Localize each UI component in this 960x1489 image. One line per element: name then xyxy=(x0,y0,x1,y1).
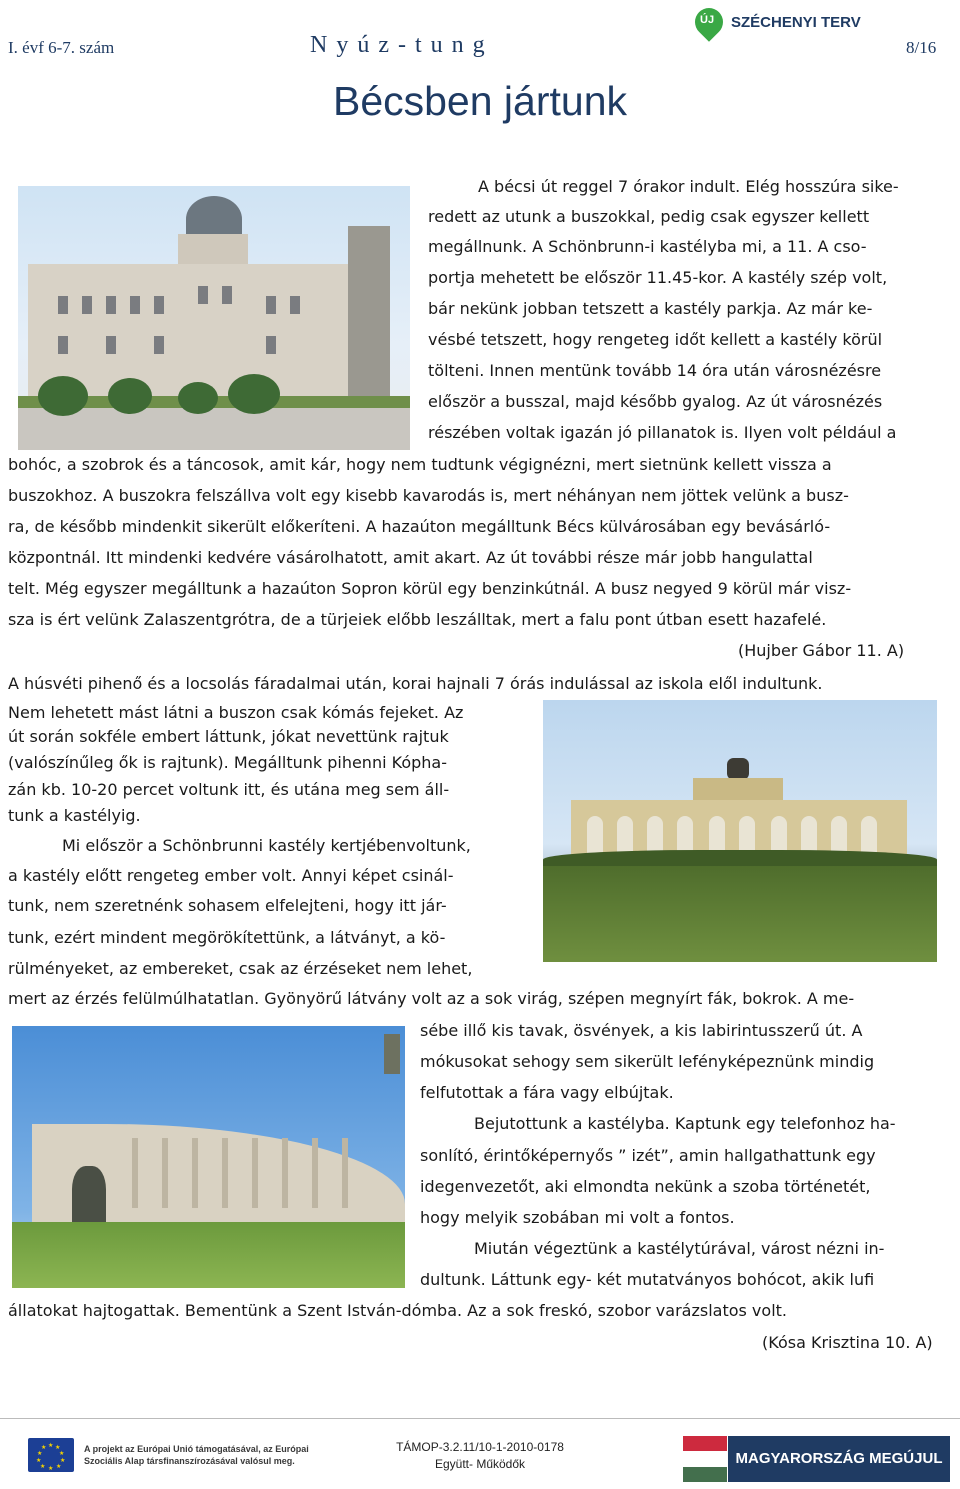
eu-funding-note: A projekt az Európai Unió támogatásával, az Európai Szociális Alap társfinanszírozásával valósul meg. xyxy=(84,1444,309,1466)
article2-line: A húsvéti pihenő és a locsolás fáradalmai után, korai hajnali 7 órás indulással az iskola elől indultunk. xyxy=(8,674,823,693)
magazine-name: Nyúz-tung xyxy=(310,32,494,58)
article1-line: vésbé tetszett, hogy rengeteg időt kellett a kastély körül xyxy=(428,330,883,349)
article1-line: bár nekünk jobban tetszett a kastély parkja. Az már ke- xyxy=(428,299,873,318)
article2-line: Mi először a Schönbrunni kastély kertjébenvoltunk, xyxy=(62,836,471,855)
article1-line: sza is ért velünk Zalaszentgrótra, de a türjeiek előbb leszálltak, mert a falu pont útban esett hazafelé. xyxy=(8,610,827,629)
article2-line: tunk, nem szeretnénk sohasem elfelejteni, hogy itt jár- xyxy=(8,896,447,915)
szechenyi-terv-logo xyxy=(695,8,861,50)
article2-line: idegenvezetőt, aki elmondta nekünk a szoba történetét, xyxy=(420,1177,871,1196)
article2-line: Bejutottunk a kastélyba. Kaptunk egy telefonhoz ha- xyxy=(474,1114,896,1133)
article2-line: rülményeket, az embereket, csak az érzéseket nem lehet, xyxy=(8,959,473,978)
article1-line: először a busszal, majd később gyalog. Az út városnézés xyxy=(428,392,883,411)
article1-author: (Hujber Gábor 11. A) xyxy=(738,641,905,660)
article1-line: telt. Még egyszer megálltunk a hazaúton Sopron körül egy benzinkútnál. A busz negyed 9 körül már visz- xyxy=(8,579,852,598)
footer-divider xyxy=(0,1418,960,1419)
photo-hofburg xyxy=(12,1026,405,1288)
article2-line: zán kb. 10-20 percet voltunk itt, és utána meg sem áll- xyxy=(8,780,450,799)
article2-line: tunk a kastélyig. xyxy=(8,806,141,825)
article2-line: sébe illő kis tavak, ösvények, a kis labirintusszerű út. A xyxy=(420,1021,863,1040)
article2-line: mókusokat sehogy sem sikerült lefényképeznünk mindig xyxy=(420,1052,875,1071)
article2-line: mert az érzés felülmúlhatatlan. Gyönyörű látvány volt az a sok virág, szépen megnyírt fák, bokrok. A me- xyxy=(8,989,855,1008)
article1-line: redett az utunk a buszokkal, pedig csak egyszer kellett xyxy=(428,207,870,226)
eu-flag-icon: ★ ★ ★ ★ ★ ★ ★ ★ ★ ★ xyxy=(28,1438,74,1472)
page-number: 8/16 xyxy=(906,38,937,57)
hungarian-flag-icon xyxy=(683,1436,727,1482)
article1-line: A bécsi út reggel 7 órakor indult. Elég hosszúra sike- xyxy=(478,177,899,196)
article1-line: tölteni. Innen mentünk tovább 14 óra után városnézésre xyxy=(428,361,882,380)
article1-line: bohóc, a szobrok és a táncosok, amit kár, hogy nem tudtunk végignézni, mert sietnünk kellett vissza a xyxy=(8,455,832,474)
article1-line: ra, de később mindenkit sikerült előkeríteni. A hazaúton megálltunk Bécs külvárosában egy bevásárló- xyxy=(8,517,831,536)
magyarorszag-megujul-banner: MAGYARORSZÁG MEGÚJUL xyxy=(728,1436,950,1482)
article1-line: központnál. Itt mindenki kedvére vásárolhatott, amit akart. Az út további része már jobb hangulattal xyxy=(8,548,813,567)
article1-line: részében voltak igazán jó pillanatok is. Ilyen volt például a xyxy=(428,423,897,442)
page-title: Bécsben jártunk xyxy=(332,78,627,124)
article1-line: megállnunk. A Schönbrunn-i kastélyba mi, a 11. A cso- xyxy=(428,237,867,256)
article2-line: (valószínűleg ők is rajtunk). Megálltunk pihenni Kópha- xyxy=(8,753,447,772)
article2-line: sonlító, érintőképernyős ” izét”, amin hallgathattunk egy xyxy=(420,1146,876,1165)
article2-line: Miután végeztünk a kastélytúrával, várost nézni in- xyxy=(474,1239,885,1258)
issue-label: I. évf 6-7. szám xyxy=(8,38,115,57)
article2-line: út során sokféle embert láttunk, jókat nevettünk rajtuk xyxy=(8,727,449,746)
article2-author: (Kósa Krisztina 10. A) xyxy=(762,1333,933,1352)
logo-badge: ÚJ xyxy=(700,14,715,26)
article2-line: a kastély előtt rengeteg ember volt. Annyi képet csinál- xyxy=(8,866,454,885)
project-motto: Együtt- Működők xyxy=(434,1457,526,1471)
article2-line: felfutottak a fára vagy elbújtak. xyxy=(420,1083,674,1102)
article1-line: portja mehetett be először 11.45-kor. A kastély szép volt, xyxy=(428,268,888,287)
logo-text: SZÉCHENYI TERV xyxy=(731,14,861,31)
article1-line: buszokhoz. A buszokra felszállva volt egy kisebb kavarodás is, mert néhányan nem jöttek velünk a busz- xyxy=(8,486,849,505)
article2-line: állatokat hajtogattak. Bementünk a Szent István-dómba. Az a sok freskó, szobor varázslatos volt. xyxy=(8,1301,787,1320)
article2-line: Nem lehetett mást látni a buszon csak kómás fejeket. Az xyxy=(8,703,464,722)
article2-line: tunk, ezért mindent megörökítettünk, a látványt, a kö- xyxy=(8,928,446,947)
project-code: TÁMOP-3.2.11/10-1-2010-0178 xyxy=(396,1440,564,1454)
article2-line: dultunk. Láttunk egy- két mutatványos bohócot, akik lufi xyxy=(420,1270,875,1289)
project-info xyxy=(330,1439,630,1473)
article2-line: hogy melyik szobában mi volt a fontos. xyxy=(420,1208,735,1227)
photo-gloriette xyxy=(543,700,937,962)
photo-vienna-museum xyxy=(18,186,410,450)
